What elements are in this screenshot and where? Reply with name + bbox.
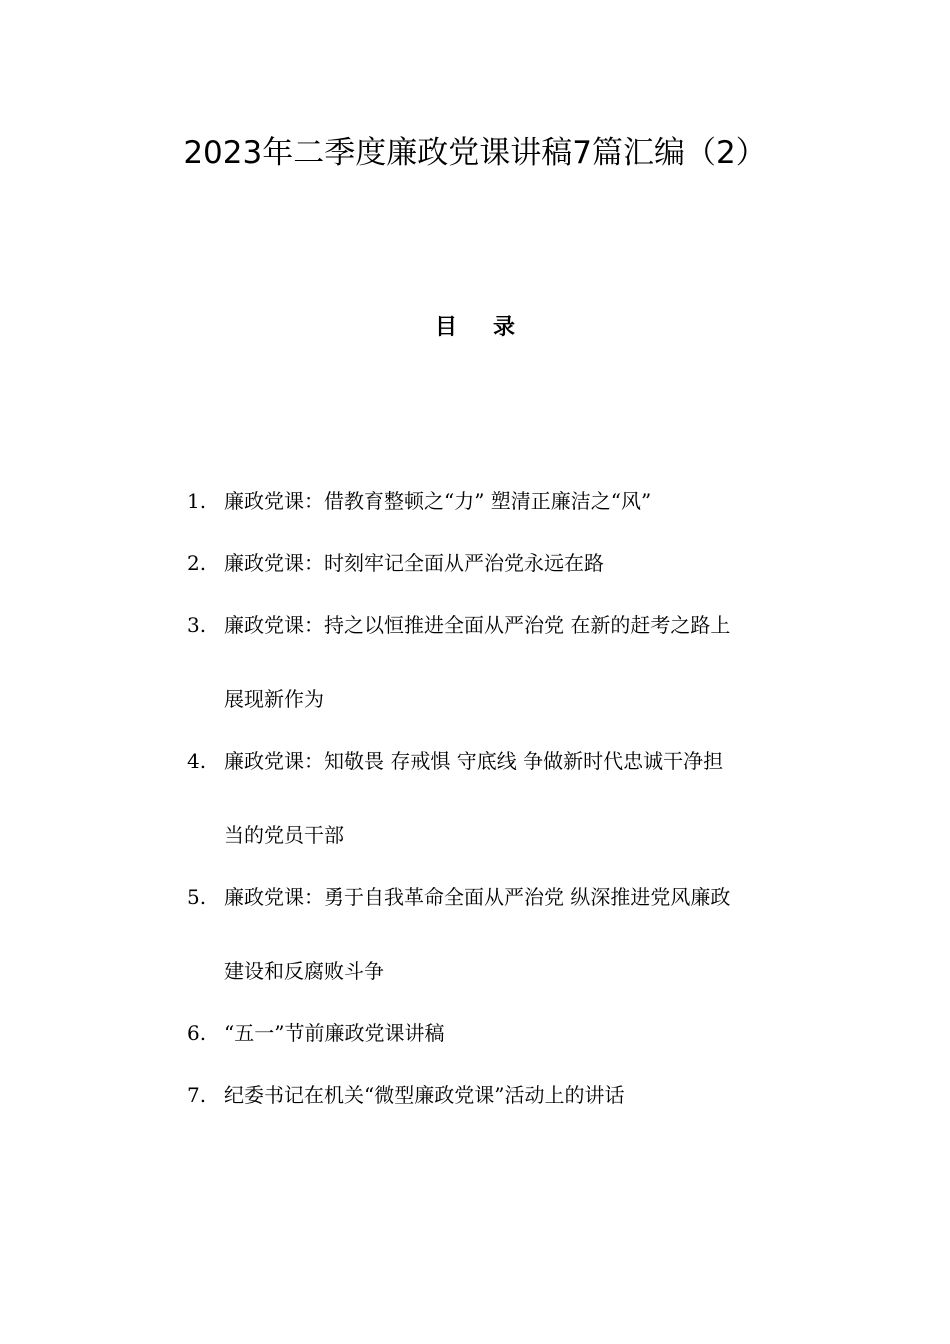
toc-item-text: 纪委书记在机关“微型廉政党课”活动上的讲话 bbox=[224, 1083, 625, 1107]
toc-item-3[interactable] bbox=[187, 607, 807, 718]
toc-list bbox=[187, 483, 807, 1139]
toc-item-4[interactable] bbox=[187, 743, 807, 854]
toc-heading-left: 目 bbox=[434, 315, 457, 340]
toc-item-1[interactable] bbox=[187, 483, 807, 520]
toc-item-7[interactable] bbox=[187, 1077, 807, 1114]
toc-item-text-continued: 建设和反腐败斗争 bbox=[224, 959, 384, 983]
toc-item-number: 2. bbox=[187, 551, 207, 575]
toc-item-number: 7. bbox=[187, 1083, 207, 1107]
toc-item-text: 廉政党课：知敬畏 存戒惧 守底线 争做新时代忠诚干净担 bbox=[224, 749, 724, 773]
toc-item-number: 3. bbox=[187, 613, 207, 637]
toc-item-number: 6. bbox=[187, 1021, 207, 1045]
toc-item-number: 5. bbox=[187, 885, 207, 909]
document-title: 2023年二季度廉政党课讲稿7篇汇编（2） bbox=[183, 135, 767, 171]
toc-item-text: 廉政党课：勇于自我革命全面从严治党 纵深推进党风廉政 bbox=[224, 885, 731, 909]
toc-item-text: 廉政党课：时刻牢记全面从严治党永远在路 bbox=[224, 551, 604, 575]
toc-item-text: 廉政党课：借教育整顿之“力” 塑清正廉洁之“风” bbox=[224, 489, 652, 513]
toc-heading-right: 录 bbox=[493, 315, 516, 340]
toc-item-text-continued: 当的党员干部 bbox=[224, 823, 344, 847]
toc-item-5[interactable] bbox=[187, 879, 807, 990]
toc-item-number: 1. bbox=[187, 489, 207, 513]
toc-item-text-continued: 展现新作为 bbox=[224, 687, 324, 711]
toc-item-number: 4. bbox=[187, 749, 207, 773]
toc-item-text: “五一”节前廉政党课讲稿 bbox=[224, 1021, 445, 1045]
toc-heading bbox=[0, 310, 950, 346]
toc-item-6[interactable] bbox=[187, 1015, 807, 1052]
toc-item-text: 廉政党课：持之以恒推进全面从严治党 在新的赶考之路上 bbox=[224, 613, 731, 637]
toc-item-2[interactable] bbox=[187, 545, 807, 582]
